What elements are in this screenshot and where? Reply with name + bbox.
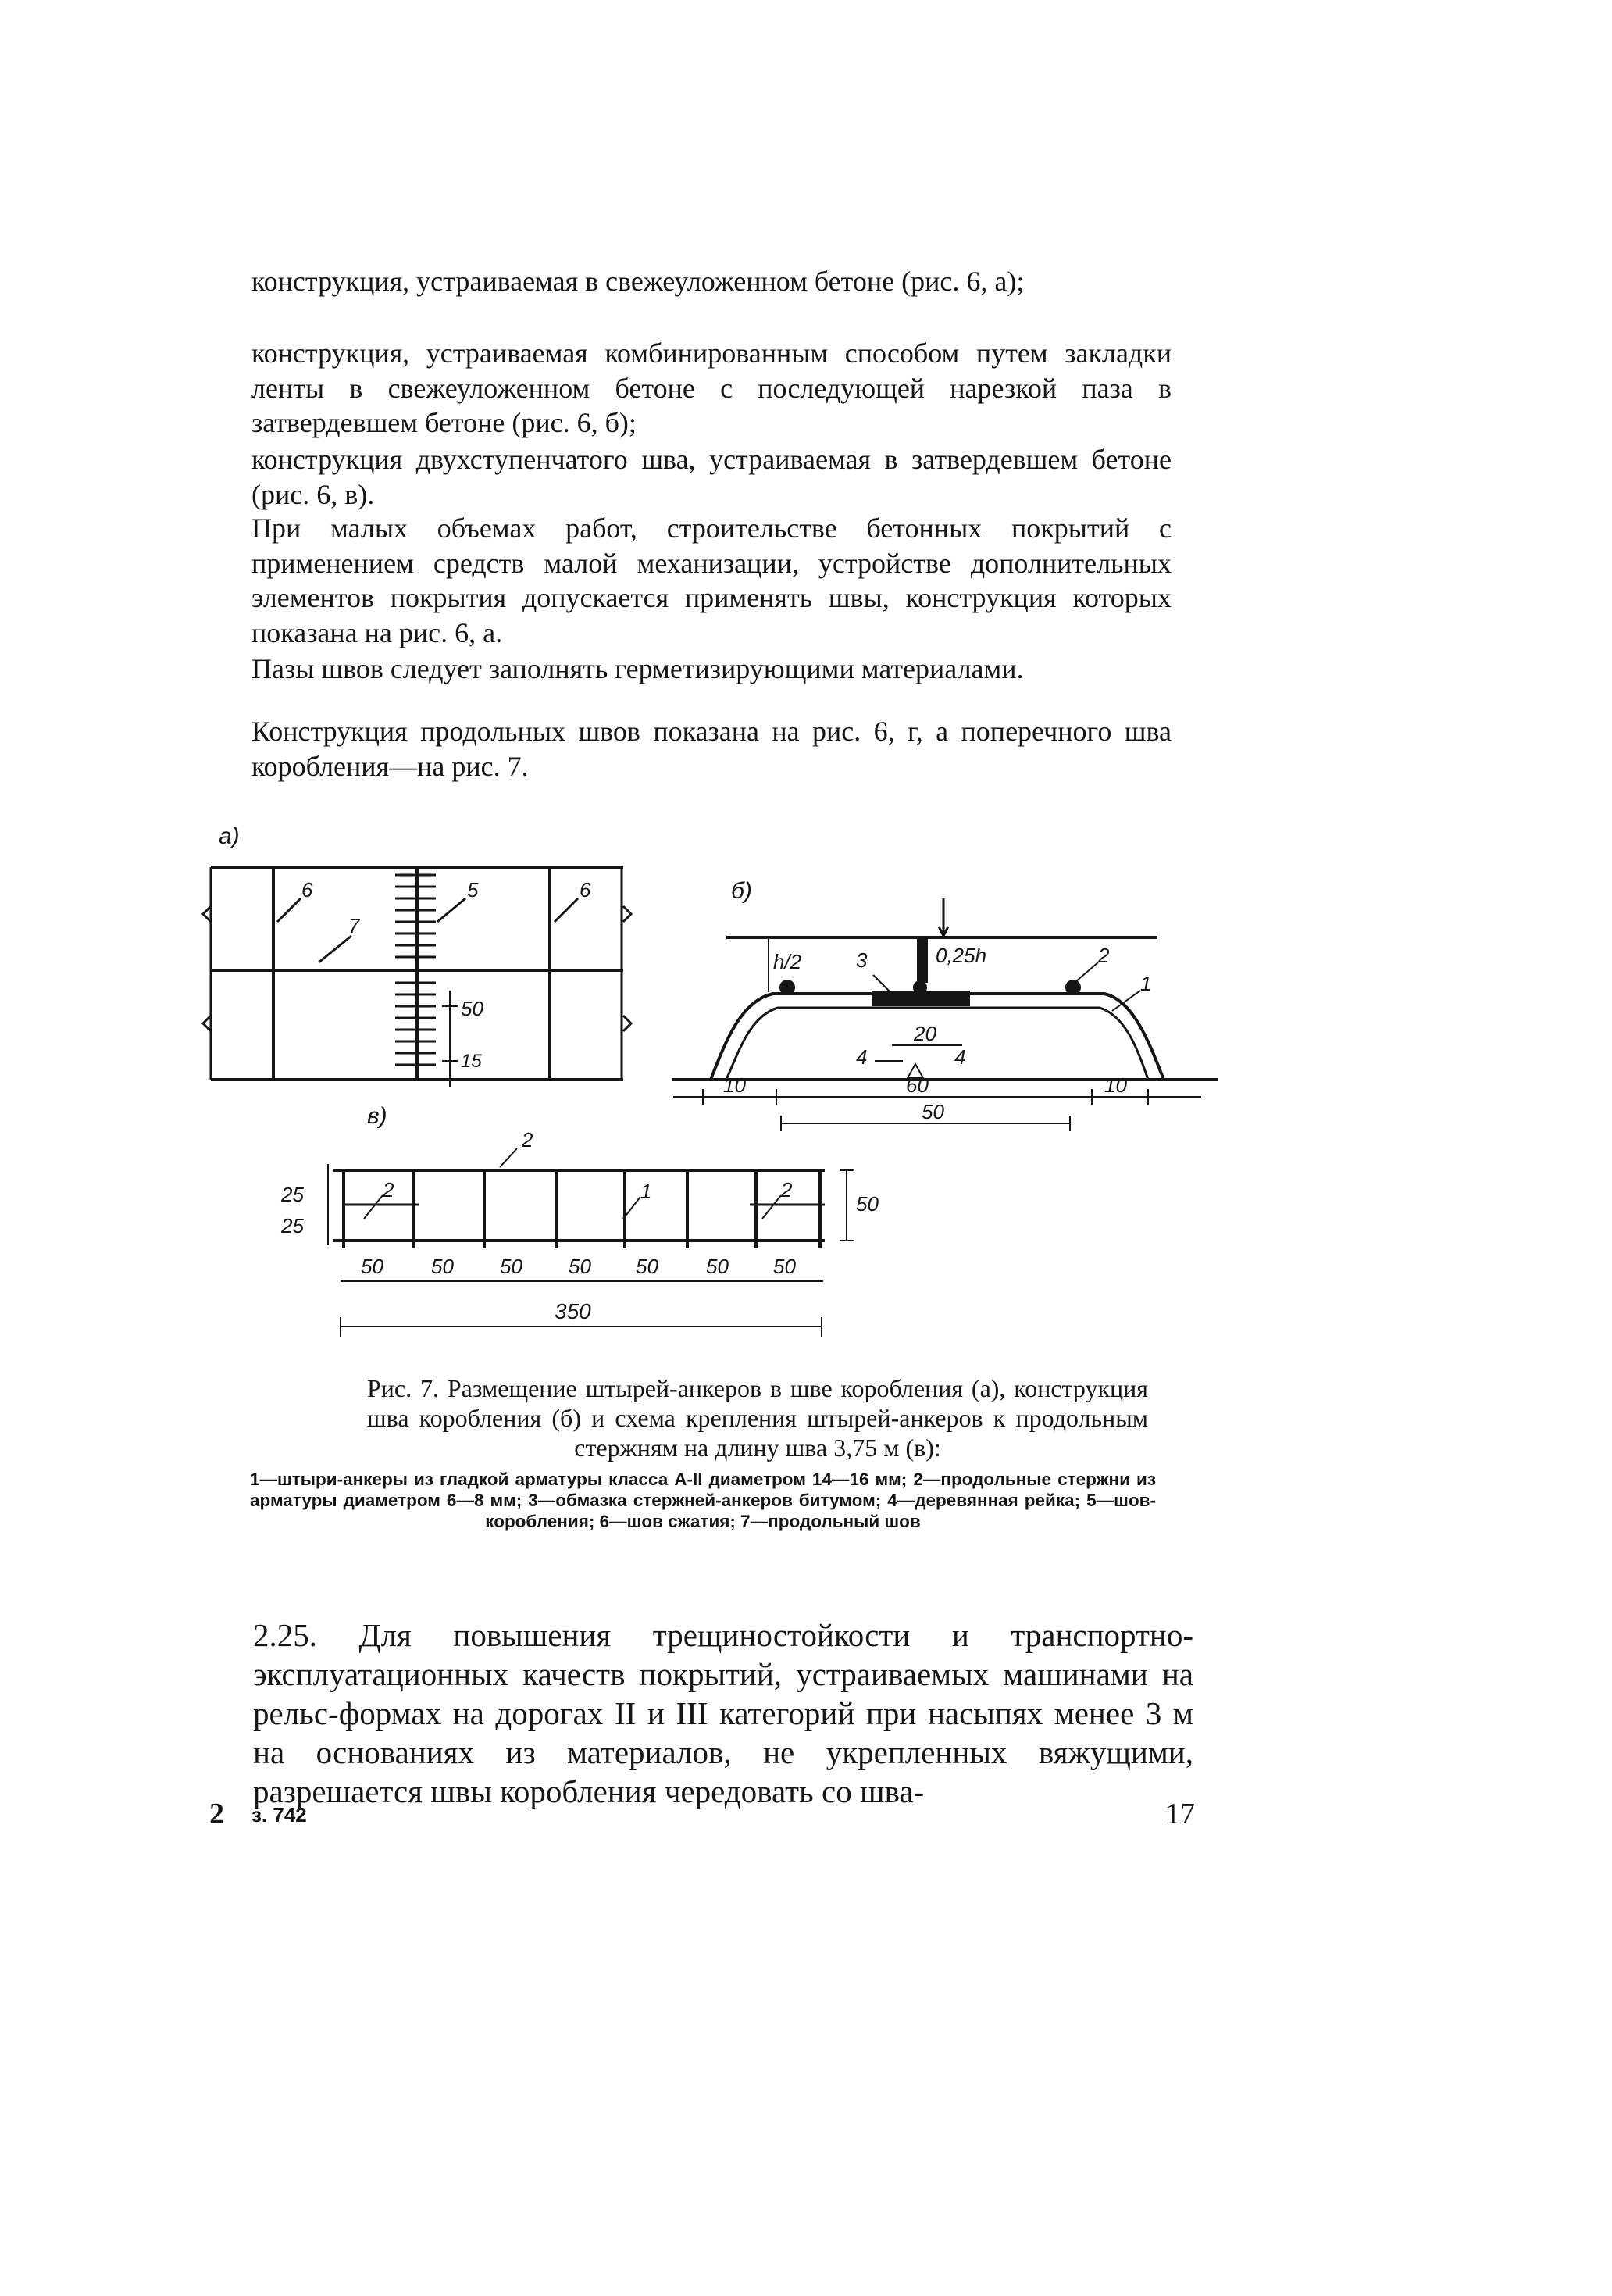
panel-b-callout-4-left: 4 <box>856 1045 868 1069</box>
panel-v-dim-bottom-4: 50 <box>569 1255 591 1278</box>
panel-b-label: б) <box>731 878 752 904</box>
panel-v <box>328 1148 854 1337</box>
panel-a-callout-6-right: 6 <box>580 878 591 902</box>
paragraph-2: конструкция, устраиваемая комбинированным способом путем закладки ленты в свежеуложенном бетоне с последующей нарезкой паза в затвердевшем бетоне (рис. 6, б); <box>251 337 1172 438</box>
panel-a <box>203 867 631 1087</box>
panel-v-callout-1: 1 <box>640 1180 652 1203</box>
panel-b-callout-3: 3 <box>856 948 868 972</box>
panel-v-callout-2-left: 2 <box>383 1178 394 1202</box>
paragraph-1: конструкция, устраиваемая в свежеуложенном бетоне (рис. 6, а); <box>251 266 1025 297</box>
paragraph-5: Пазы швов следует заполнять герметизирующими материалами. <box>251 653 1024 684</box>
panel-b-dim-20: 20 <box>914 1022 936 1045</box>
panel-b-dim-60: 60 <box>906 1073 929 1097</box>
section-2-25: 2.25. Для повышения трещиностойкости и транспортно-эксплуатационных качеств покрытий, устраиваемых машинами на рельс-формах на дорогах II и III категорий при насыпях менее 3 м на основаниях из материалов, не укрепленных вяжущими, разрешается швы коробления чередовать со шва- <box>253 1617 1193 1809</box>
figure-caption: Рис. 7. Размещение штырей-анкеров в шве коробления (а), конструкция шва коробления (б) и схема крепления штырей-анкеров к продольным стержням на длину шва 3,75 м (в): <box>367 1374 1148 1462</box>
panel-a-dim-15: 15 <box>461 1051 482 1072</box>
panel-a-callout-5: 5 <box>467 878 479 902</box>
panel-v-dim-bottom-3: 50 <box>500 1255 522 1278</box>
panel-b-dim-10-left: 10 <box>723 1073 746 1097</box>
panel-v-dim-25-top: 25 <box>281 1183 304 1206</box>
panel-b-h-half: h/2 <box>773 950 802 973</box>
panel-b <box>672 898 1218 1131</box>
paragraph-4: При малых объемах работ, строительстве бетонных покрытий с применением средств малой механизации, устройстве дополнительных элементов покрытия допускается применять швы, конструкция которых показана на рис. 6, а. <box>251 512 1172 648</box>
paragraph-3: конструкция двухступенчатого шва, устраиваемая в затвердевшем бетоне (рис. 6, в). <box>251 444 1172 510</box>
page-number: 17 <box>1165 1798 1195 1830</box>
panel-v-callout-2-top: 2 <box>522 1128 533 1152</box>
panel-v-dim-bottom-5: 50 <box>636 1255 658 1278</box>
panel-v-dim-25-bottom: 25 <box>281 1214 304 1237</box>
panel-v-dim-bottom-2: 50 <box>431 1255 454 1278</box>
panel-v-dim-bottom-6: 50 <box>706 1255 729 1278</box>
panel-v-label: в) <box>367 1103 387 1129</box>
signature-mark: 2 <box>209 1798 224 1830</box>
panel-b-callout-2: 2 <box>1098 944 1110 967</box>
panel-v-dim-total: 350 <box>555 1299 591 1323</box>
panel-b-callout-4-right: 4 <box>954 1045 966 1069</box>
figure-legend: 1—штыри-анкеры из гладкой арматуры класса А-II диаметром 14—16 мм; 2—продольные стержни из арматуры диаметром 6—8 мм; 3—обмазка стержней-анкеров битумом; 4—деревянная рейка; 5—шов-коробления; 6—шов сжатия; 7—продольный шов <box>250 1469 1156 1531</box>
panel-a-label: а) <box>219 823 240 849</box>
panel-b-quarter-h: 0,25h <box>936 944 987 967</box>
panel-a-dim-50: 50 <box>461 997 483 1020</box>
panel-b-dim-50: 50 <box>922 1100 944 1123</box>
panel-v-callout-2-right: 2 <box>781 1178 793 1202</box>
panel-v-dim-bottom-1: 50 <box>361 1255 383 1278</box>
panel-v-dim-bottom-7: 50 <box>773 1255 796 1278</box>
panel-b-callout-1: 1 <box>1140 972 1152 995</box>
panel-a-callout-7: 7 <box>348 914 360 937</box>
order-number: з. 742 <box>251 1803 307 1826</box>
panel-a-callout-6-left: 6 <box>301 878 313 902</box>
panel-b-dim-10-right: 10 <box>1104 1073 1127 1097</box>
panel-v-dim-50-right: 50 <box>856 1192 879 1216</box>
paragraph-6: Конструкция продольных швов показана на рис. 6, г, а поперечного шва коробления—на рис. 7. <box>251 716 1172 782</box>
